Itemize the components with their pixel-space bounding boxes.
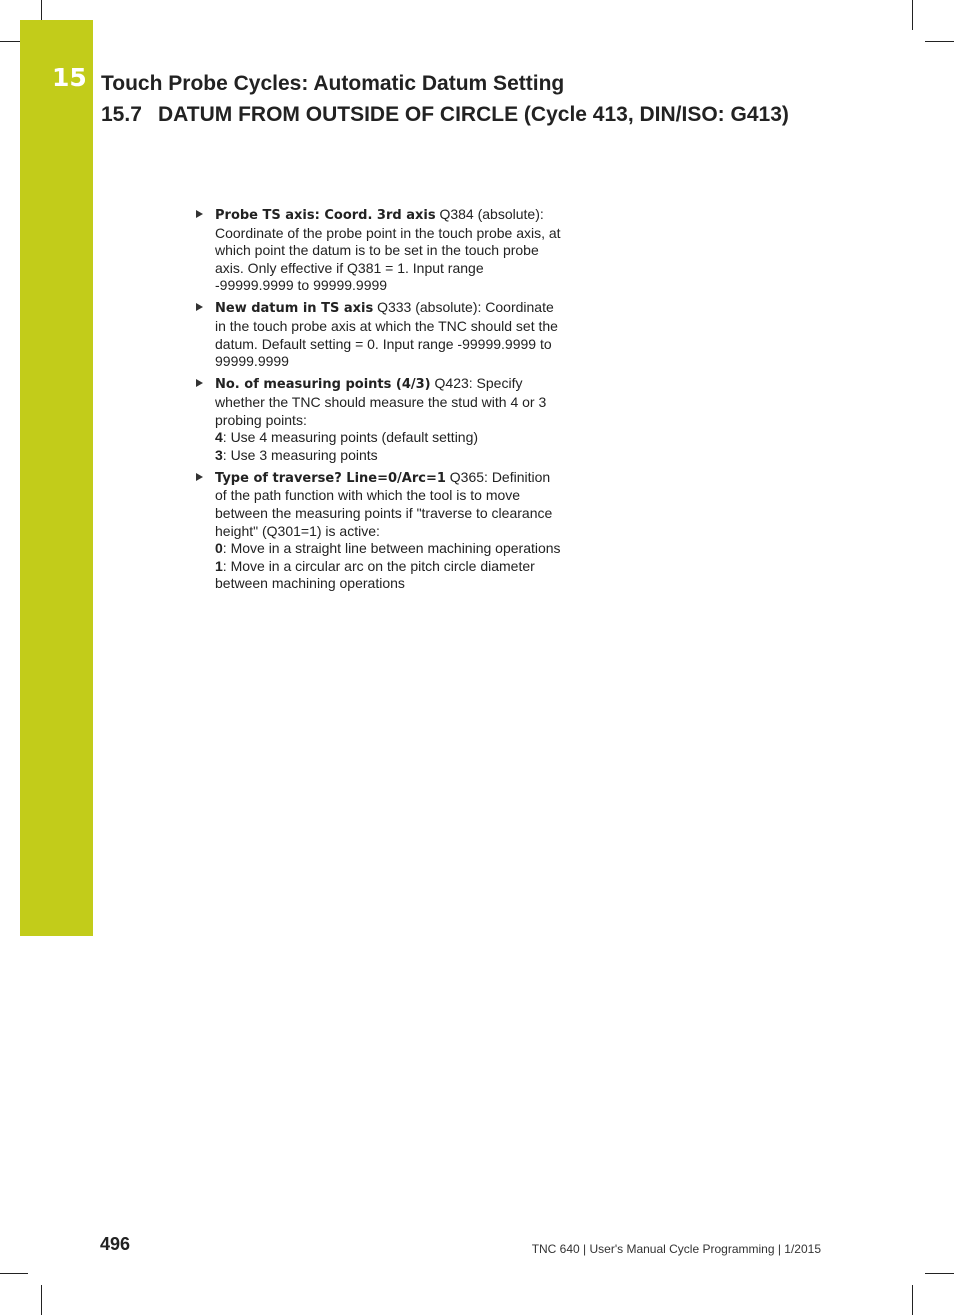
param-option <box>215 558 563 593</box>
param-desc: Q365: Definition of the path function with which the tool is to move between the measuring points if "traverse to clearance height" (Q301=1) is active: <box>215 468 553 539</box>
param-item <box>193 375 563 464</box>
chapter-title: Touch Probe Cycles: Automatic Datum Setting <box>101 72 565 95</box>
parameter-list <box>193 206 563 597</box>
option-text: : Use 3 measuring points <box>222 446 378 463</box>
crop-mark <box>912 1285 913 1315</box>
param-item <box>193 469 563 593</box>
option-text: : Use 4 measuring points (default setting) <box>222 429 479 446</box>
param-desc: Q423: Specify whether the TNC should measure the stud with 4 or 3 probing points: <box>215 375 547 428</box>
crop-mark <box>912 0 913 30</box>
param-name: New datum in TS axis <box>215 301 374 317</box>
option-key: 4 <box>215 429 223 446</box>
param-option <box>215 540 563 558</box>
option-key: 0 <box>215 540 223 557</box>
crop-mark <box>925 41 954 42</box>
bullet-arrow-icon <box>196 379 203 387</box>
param-option <box>215 429 563 447</box>
param-option <box>215 447 563 465</box>
bullet-arrow-icon <box>196 303 203 311</box>
option-text: : Move in a circular arc on the pitch circle diameter between machining operations <box>215 557 535 592</box>
section-title: DATUM FROM OUTSIDE OF CIRCLE (Cycle 413, DIN/ISO: G413) <box>158 103 789 126</box>
crop-mark <box>925 1273 954 1274</box>
crop-mark <box>41 0 42 20</box>
section-number: 15.7 <box>101 103 142 126</box>
page-number: 496 <box>100 1234 131 1254</box>
crop-mark <box>0 1273 28 1274</box>
param-desc: Q384 (absolute): Coordinate of the probe point in the touch probe axis, at which point the datum is to be set in the touch probe axis. Only effective if Q381 = 1. Input range -99999.9999 to 99999.9999 <box>215 206 561 294</box>
param-name: Type of traverse? Line=0/Arc=1 <box>215 470 446 486</box>
chapter-side-bar <box>20 20 93 936</box>
bullet-arrow-icon <box>196 473 203 481</box>
param-name: No. of measuring points (4/3) <box>215 377 431 393</box>
footer-text: TNC 640 | User's Manual Cycle Programming | 1/2015 <box>531 1242 821 1256</box>
option-key: 3 <box>215 446 223 463</box>
param-item <box>193 299 563 370</box>
param-desc: Q333 (absolute): Coordinate in the touch probe axis at which the TNC should set the datum. Default setting = 0. Input range -99999.9999 to 99999.9999 <box>215 299 558 370</box>
section-heading <box>101 103 789 127</box>
chapter-number: 15 <box>52 63 87 92</box>
crop-mark <box>41 1285 42 1315</box>
option-key: 1 <box>215 557 223 574</box>
param-item <box>193 206 563 295</box>
crop-mark <box>0 41 20 42</box>
option-text: : Move in a straight line between machining operations <box>222 540 561 557</box>
bullet-arrow-icon <box>196 210 203 218</box>
param-name: Probe TS axis: Coord. 3rd axis <box>215 208 436 223</box>
